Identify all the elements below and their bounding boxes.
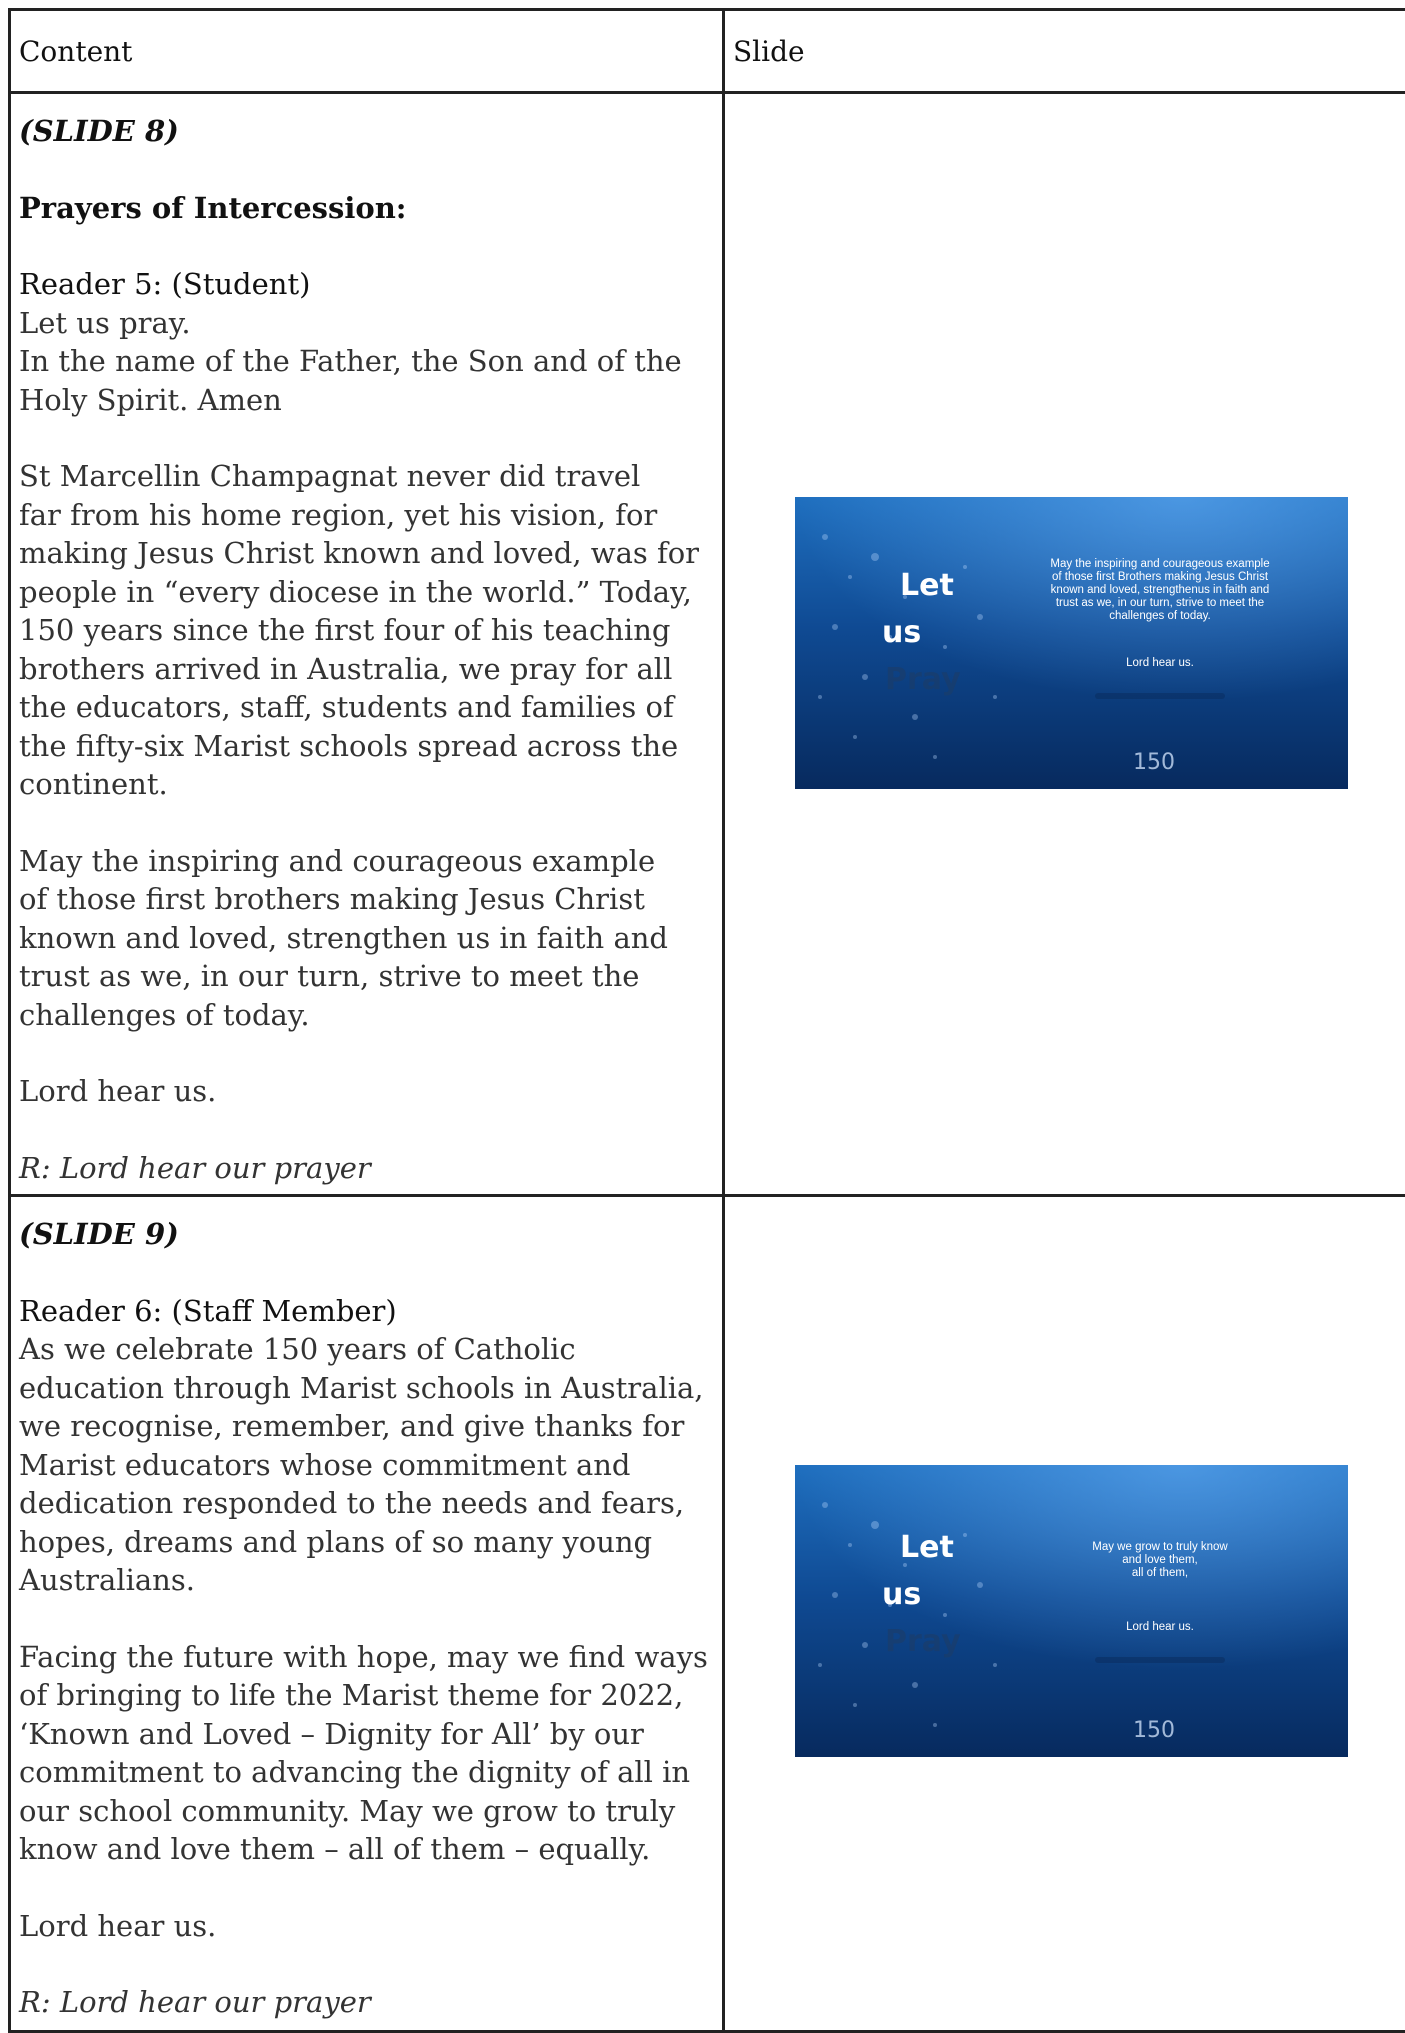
text-line: we recognise, remember, and give thanks for <box>19 1407 714 1446</box>
text-line: far from his home region, yet his vision, for <box>19 496 714 535</box>
slide-text-line: May the inspiring and courageous example <box>1050 558 1269 570</box>
paragraph <box>19 1638 714 1869</box>
slide-closing: Lord hear us. <box>1126 1621 1194 1633</box>
slide-text-line: and love them, <box>1122 1554 1197 1566</box>
text-line: the fifty-six Marist schools spread across the <box>19 727 714 766</box>
text-line: people in “every diocese in the world.” Today, <box>19 573 714 612</box>
slide-heading-word: Let <box>900 1530 954 1565</box>
response-line: R: Lord hear our prayer <box>19 1983 714 2022</box>
text-line: 150 years since the first four of his teaching <box>19 611 714 650</box>
slide-closing: Lord hear us. <box>1126 657 1194 669</box>
slide-heading-word: Let <box>900 568 954 603</box>
text-line: of bringing to life the Marist theme for 2022, <box>19 1676 714 1715</box>
slide-text-line: trust as we, in our turn, strive to meet the <box>1056 597 1264 609</box>
header-slide: Slide <box>724 10 1405 93</box>
text-line: Holy Spirit. Amen <box>19 381 714 420</box>
table-row <box>10 1196 1405 2032</box>
paragraph <box>19 842 714 1035</box>
slide-text-line: known and loved, strengthenus in faith and <box>1051 584 1270 596</box>
closing-line: Lord hear us. <box>19 1072 714 1111</box>
text-line: Australians. <box>19 1561 714 1600</box>
content-cell-slide-8 <box>10 93 724 1196</box>
text-line: Let us pray. <box>19 304 714 343</box>
slide-text-line: challenges of today. <box>1109 610 1210 622</box>
text-line: In the name of the Father, the Son and of the <box>19 342 714 381</box>
slide-heading-word: Pray <box>885 662 961 697</box>
text-line: the educators, staff, students and families of <box>19 688 714 727</box>
text-line: challenges of today. <box>19 996 714 1035</box>
text-line: know and love them – all of them – equally. <box>19 1830 714 1869</box>
text-line: ‘Known and Loved – Dignity for All’ by our <box>19 1715 714 1754</box>
reader-label: Reader 5: (Student) <box>19 265 714 304</box>
slide-text-line: May we grow to truly know <box>1092 1541 1228 1553</box>
slide-heading-word: us <box>882 615 921 650</box>
text-line: trust as we, in our turn, strive to meet the <box>19 957 714 996</box>
header-content: Content <box>10 10 724 93</box>
slide-label: (SLIDE 8) <box>19 112 714 151</box>
text-line: known and loved, strengthen us in faith and <box>19 919 714 958</box>
logo-150: 150 <box>1133 750 1175 775</box>
slide-label: (SLIDE 9) <box>19 1215 714 1254</box>
paragraph <box>19 1330 714 1600</box>
text-line: commitment to advancing the dignity of all in <box>19 1753 714 1792</box>
text-line: dedication responded to the needs and fears, <box>19 1484 714 1523</box>
text-line: education through Marist schools in Australia, <box>19 1369 714 1408</box>
slide-heading-word: us <box>882 1577 921 1612</box>
slide-text-line: all of them, <box>1132 1567 1188 1579</box>
slide-thumbnail <box>795 497 1348 789</box>
logo-150: 150 <box>1133 1718 1175 1743</box>
response-line: R: Lord hear our prayer <box>19 1149 714 1188</box>
text-line: hopes, dreams and plans of so many young <box>19 1523 714 1562</box>
content-cell-slide-9 <box>10 1196 724 2032</box>
table-row <box>10 93 1405 1196</box>
text-line: continent. <box>19 765 714 804</box>
text-line: of those first brothers making Jesus Christ <box>19 880 714 919</box>
closing-line: Lord hear us. <box>19 1907 714 1946</box>
document-table <box>8 8 1405 2033</box>
slide-text-line: of those first Brothers making Jesus Christ <box>1052 571 1269 583</box>
text-line: Marist educators whose commitment and <box>19 1446 714 1485</box>
slide-heading-word: Pray <box>885 1624 961 1659</box>
text-line: As we celebrate 150 years of Catholic <box>19 1330 714 1369</box>
table-header-row <box>10 10 1405 93</box>
paragraph <box>19 457 714 804</box>
slide-cell-slide-9 <box>724 1196 1405 2032</box>
text-line: our school community. May we grow to truly <box>19 1792 714 1831</box>
slide-cell-slide-8 <box>724 93 1405 1196</box>
text-line: May the inspiring and courageous example <box>19 842 714 881</box>
text-line: brothers arrived in Australia, we pray for all <box>19 650 714 689</box>
section-title: Prayers of Intercession: <box>19 189 714 228</box>
text-line: St Marcellin Champagnat never did travel <box>19 457 714 496</box>
text-line: Facing the future with hope, may we find ways <box>19 1638 714 1677</box>
text-line: making Jesus Christ known and loved, was for <box>19 534 714 573</box>
reader-label: Reader 6: (Staff Member) <box>19 1292 714 1331</box>
slide-thumbnail <box>795 1465 1348 1757</box>
